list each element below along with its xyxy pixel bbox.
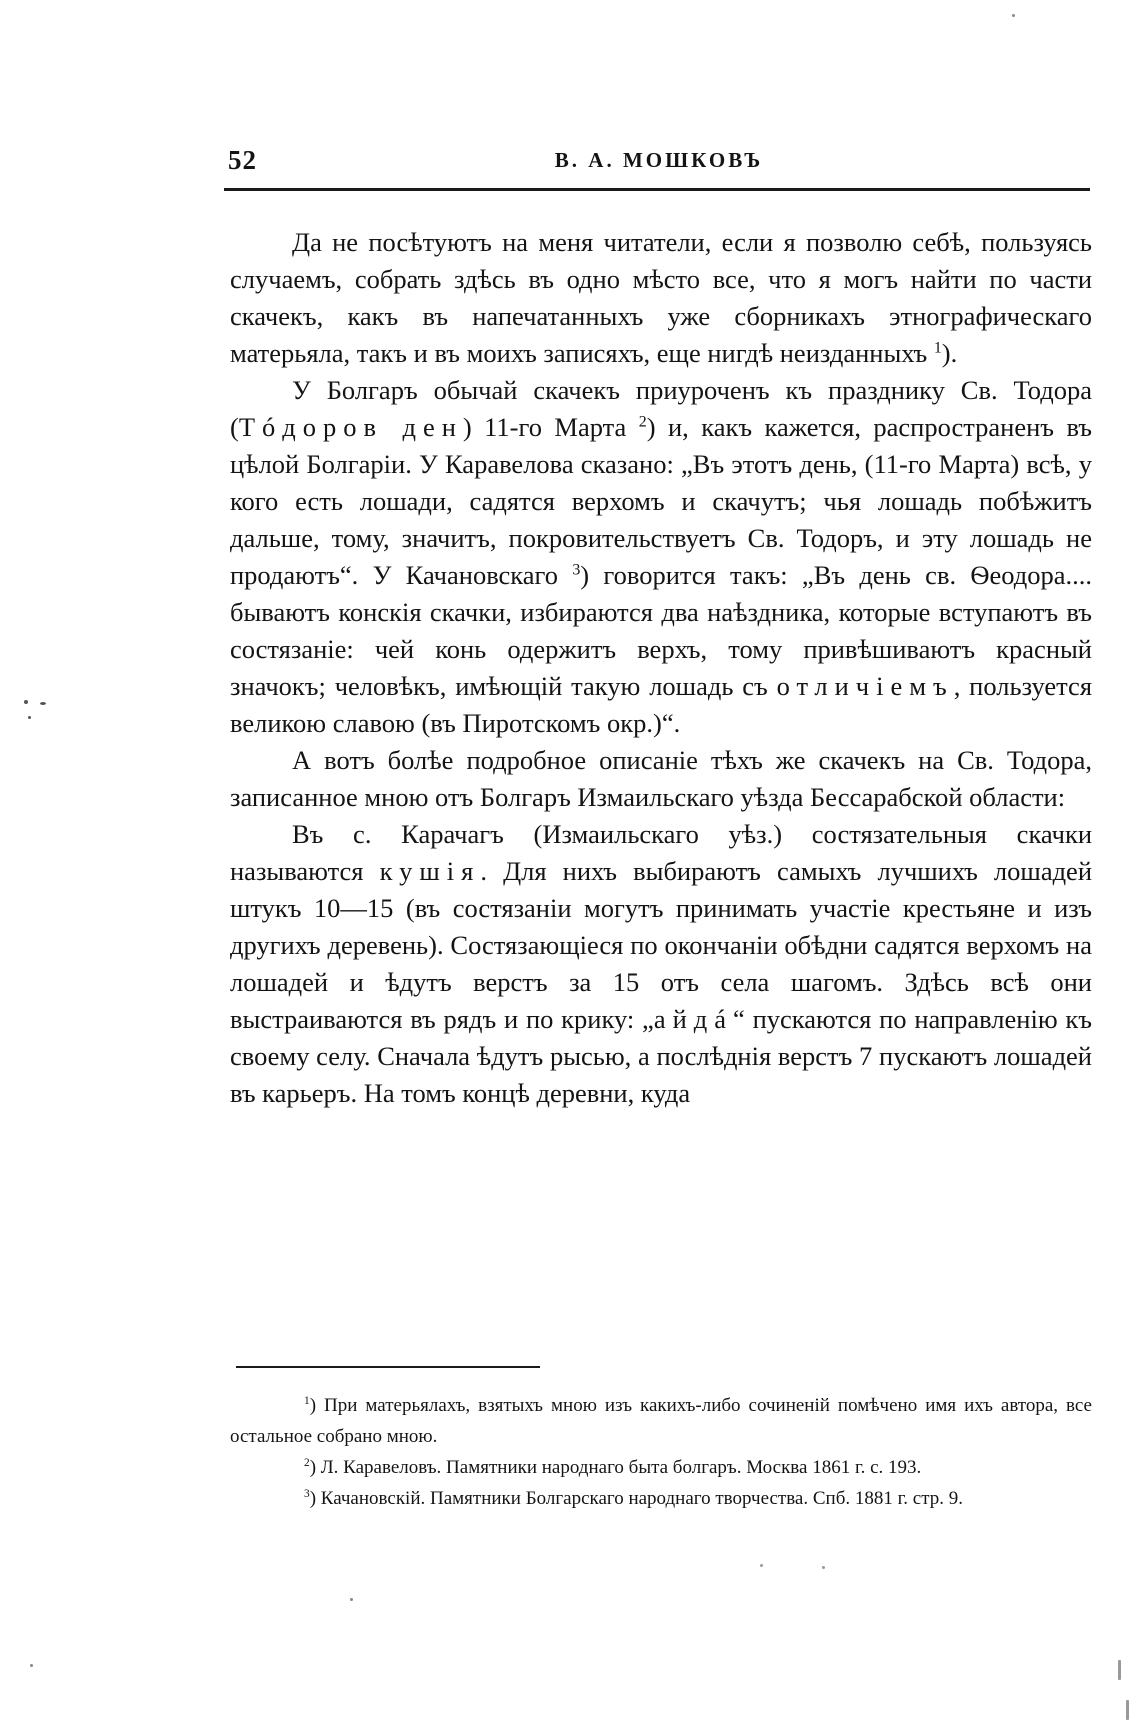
footnote: $^2$) Л. Каравеловъ. Памятники народнаго быта болгаръ. Москва 1861 г. с. 193. [304, 1457, 922, 1478]
footnote: $^3$) Качановскій. Памятники Болгарскаго народнаго творчества. Спб. 1881 г. стр. 9. [304, 1488, 963, 1509]
scan-speck [822, 1566, 825, 1569]
footnote-mark: 1 [304, 1395, 310, 1408]
scan-speck [350, 1598, 353, 1601]
footnote-ref: 3 [572, 561, 581, 579]
scan-speck [760, 1564, 763, 1567]
footnote-mark: 2 [304, 1457, 310, 1470]
scan-speck [1126, 1700, 1129, 1720]
footnotes [230, 1390, 1092, 1514]
paragraph: У Болгаръ обычай скачекъ приуроченъ къ празднику Св. Тодора (Тóдоров ден) 11-го Марта $^2$) и, какъ кажется, распространенъ въ цѣлой Болгаріи. У Каравелова сказано: „Въ этотъ день, (11-го Марта) всѣ, у кого есть лошади, садятся верхомъ и скачутъ; чья лошадь побѣжитъ дальше, тому, значитъ, покровительствуетъ Св. Тодоръ, и эту лошадь не продаютъ“. У Качановскаго $^3$) говорится такъ: „Въ день св. Ѳеодора.... бываютъ конскія скачки, избираются два наѣздника, которые вступаютъ въ состязаніе: чей конь одержитъ верхъ, тому привѣшиваютъ красный значокъ; человѣкъ, имѣющій такую лошадь съ отличіемъ, пользуется великою славою (въ Пиротскомъ окр.)“. [230, 375, 1093, 738]
footnote-mark: 3 [304, 1488, 310, 1501]
scan-speck [40, 702, 46, 705]
scan-speck [1012, 14, 1015, 17]
footnote-ref: 1 [933, 339, 942, 357]
footnote-rule [236, 1366, 540, 1368]
spaced-term: Тóдоров ден [238, 412, 463, 442]
scan-speck [1118, 1660, 1121, 1680]
header-rule [224, 188, 1090, 191]
footnote: $^1$) При матерьялахъ, взятыхъ мною изъ какихъ-либо сочиненій помѣчено имя ихъ автора, все остальное собрано мною. [230, 1395, 1092, 1447]
scan-speck [30, 1664, 33, 1667]
spaced-term: айдá [653, 1004, 734, 1034]
page-header [228, 141, 1090, 185]
paragraph: Въ с. Карачагъ (Измаильскаго уѣз.) состязательныя скачки называются кушія. Для нихъ выбираютъ самыхъ лучшихъ лошадей штукъ 10—15 (въ состязаніи могутъ принимать участіе крестьяне и изъ другихъ деревень). Состязающіеся по окончаніи обѣдни садятся верхомъ на лошадей и ѣдутъ верстъ за 15 отъ села шагомъ. Здѣсь всѣ они выстраиваются въ рядъ и по крику: „айдá“ пускаются по направленію къ своему селу. Сначала ѣдутъ рысью, а послѣднія верстъ 7 пускаютъ лошадей въ карьеръ. На томъ концѣ деревни, куда [230, 819, 1093, 1108]
main-text [230, 224, 1092, 1112]
footnote-ref: 2 [638, 413, 647, 431]
paragraph: А вотъ болѣе подробное описаніе тѣхъ же скачекъ на Св. Тодора, записанное мною отъ Болгаръ Измаильскаго уѣзда Бессарабской области: [230, 745, 1092, 812]
spaced-term: кушія [379, 856, 481, 886]
scan-speck [24, 700, 28, 704]
spaced-term: отличіемъ [776, 671, 954, 701]
running-head: В. А. МОШКОВЪ [554, 148, 764, 172]
paragraph: Да не посѣтуютъ на меня читатели, если я позволю себѣ, пользуясь случаемъ, собрать здѣсь въ одно мѣсто все, что я могъ найти по части скачекъ, какъ въ напечатанныхъ уже сборникахъ этнографическаго матерьяла, такъ и въ моихъ записяхъ, еще нигдѣ неизданныхъ $^1$). [230, 227, 1092, 368]
page-number: 52 [228, 145, 257, 175]
scan-speck [28, 716, 31, 719]
